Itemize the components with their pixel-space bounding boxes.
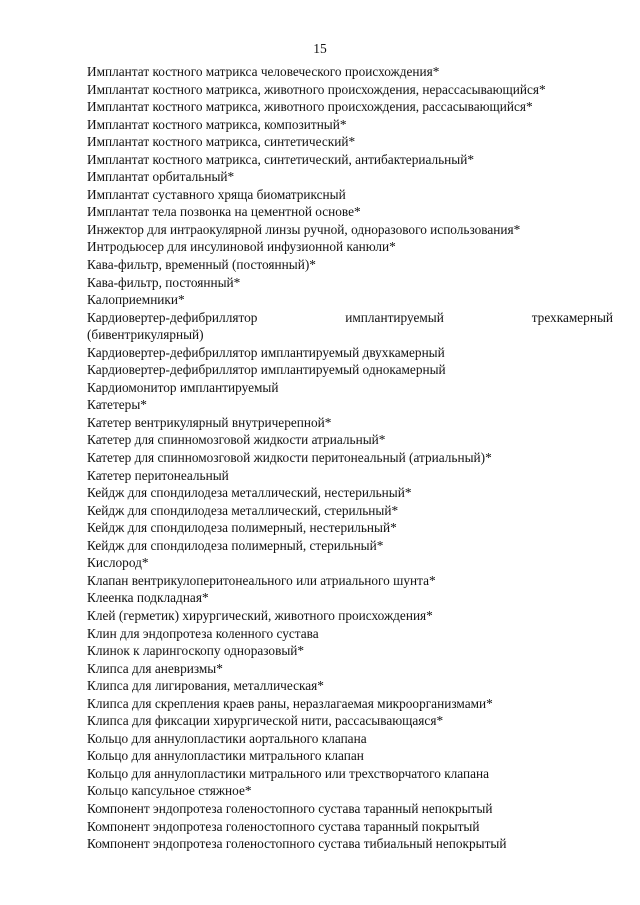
justified-word: имплантируемый	[345, 309, 444, 325]
list-item: Кардиовертер-дефибриллятор имплантируемый двухкамерный	[87, 344, 445, 360]
list-item: Имплантат костного матрикса человеческого происхождения*	[87, 64, 440, 79]
list-item: Катетер вентрикулярный внутричерепной*	[87, 414, 332, 430]
list-item: Имплантат тела позвонка на цементной основе*	[87, 204, 361, 220]
list-item: Клапан вентрикулоперитонеального или атриального шунта*	[87, 572, 436, 588]
list-item: Имплантат костного матрикса, синтетический*	[87, 134, 356, 150]
list-item: Кольцо капсульное стяжное*	[87, 783, 252, 799]
list-item: Инжектор для интраокулярной линзы ручной, одноразового использования*	[87, 221, 521, 237]
page-number: 15	[313, 41, 327, 56]
list-item: Интродьюсер для инсулиновой инфузионной канюли*	[87, 239, 396, 255]
list-item: Калоприемники*	[87, 292, 185, 308]
list-item: Компонент эндопротеза голеностопного сустава таранный непокрытый	[87, 800, 493, 816]
list-item-justified	[87, 309, 613, 344]
list-item: Имплантат костного матрикса, композитный*	[87, 116, 347, 132]
list-item: Компонент эндопротеза голеностопного сустава тибиальный непокрытый	[87, 836, 507, 852]
list-item: Катетеры*	[87, 397, 147, 413]
list-item: Клинок к ларингоскопу одноразовый*	[87, 643, 305, 659]
list-item: Кардиовертер-дефибриллятор имплантируемый однокамерный	[87, 362, 446, 378]
list-item: Кейдж для спондилодеза полимерный, нестерильный*	[87, 520, 397, 536]
list-item: Имплантат орбитальный*	[87, 169, 235, 185]
justified-line	[87, 309, 613, 327]
list-item: Катетер для спинномозговой жидкости перитонеальный (атриальный)*	[87, 450, 492, 466]
list-item: Кава-фильтр, постоянный*	[87, 274, 241, 290]
justified-continuation: (бивентрикулярный)	[87, 327, 204, 343]
list-item: Кольцо для аннулопластики митрального клапан	[87, 748, 364, 764]
justified-word: трехкамерный	[531, 309, 613, 325]
list-item: Клипса для аневризмы*	[87, 660, 223, 676]
list-item: Клеенка подкладная*	[87, 590, 209, 606]
justified-word: Кардиовертер-дефибриллятор	[87, 309, 258, 325]
list-item: Имплантат костного матрикса, синтетический, антибактериальный*	[87, 151, 474, 167]
list-item: Кольцо для аннулопластики аортального клапана	[87, 730, 367, 746]
device-list	[87, 63, 613, 853]
list-item: Клин для эндопротеза коленного сустава	[87, 625, 319, 641]
list-item: Кардиомонитор имплантируемый	[87, 379, 279, 395]
list-item: Компонент эндопротеза голеностопного сустава таранный покрытый	[87, 818, 480, 834]
list-item: Имплантат костного матрикса, животного происхождения, рассасывающийся*	[87, 99, 533, 115]
list-item: Кислород*	[87, 555, 149, 571]
list-item: Кейдж для спондилодеза металлический, нестерильный*	[87, 485, 412, 501]
list-item: Кейдж для спондилодеза полимерный, стерильный*	[87, 537, 384, 553]
list-item: Катетер перитонеальный	[87, 467, 229, 483]
list-item: Клипса для фиксации хирургической нити, рассасывающаяся*	[87, 713, 444, 729]
list-item: Имплантат суставного хряща биоматриксный	[87, 186, 346, 202]
list-item: Клипса для лигирования, металлическая*	[87, 678, 324, 694]
list-item: Имплантат костного матрикса, животного происхождения, нерассасывающийся*	[87, 81, 546, 97]
list-item: Клипса для скрепления краев раны, неразлагаемая микроорганизмами*	[87, 695, 493, 711]
list-item: Кольцо для аннулопластики митрального или трехстворчатого клапана	[87, 765, 490, 781]
list-item: Кава-фильтр, временный (постоянный)*	[87, 257, 316, 273]
list-item: Кейдж для спондилодеза металлический, стерильный*	[87, 502, 399, 518]
list-item: Катетер для спинномозговой жидкости атриальный*	[87, 432, 386, 448]
list-item: Клей (герметик) хирургический, животного происхождения*	[87, 607, 433, 623]
